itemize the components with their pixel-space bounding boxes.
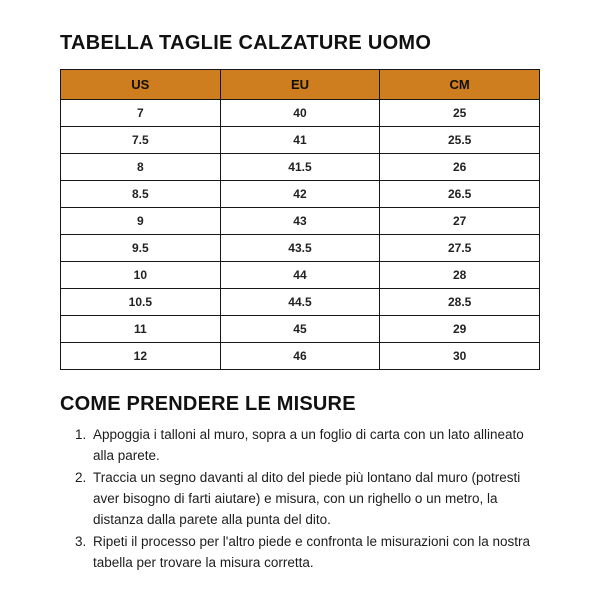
size-cell: 26.5 <box>380 181 540 208</box>
size-cell: 44 <box>220 262 380 289</box>
page-title: TABELLA TAGLIE CALZATURE UOMO <box>60 32 432 54</box>
table-row <box>61 316 540 343</box>
size-table <box>60 69 540 370</box>
size-cell: 29 <box>380 316 540 343</box>
size-cell: 25.5 <box>380 127 540 154</box>
header-row <box>61 70 540 100</box>
size-cell: 10.5 <box>61 289 221 316</box>
column-header: CM <box>380 70 540 100</box>
size-cell: 27 <box>380 208 540 235</box>
table-row <box>61 289 540 316</box>
size-cell: 9 <box>61 208 221 235</box>
table-row <box>61 208 540 235</box>
table-row <box>61 181 540 208</box>
size-cell: 8.5 <box>61 181 221 208</box>
column-header: EU <box>220 70 380 100</box>
table-row <box>61 100 540 127</box>
size-cell: 46 <box>220 343 380 370</box>
size-cell: 30 <box>380 343 540 370</box>
size-table-body <box>61 100 540 370</box>
size-cell: 8 <box>61 154 221 181</box>
size-cell: 28 <box>380 262 540 289</box>
instruction-item: 1. Appoggia i talloni al muro, sopra a un foglio di carta con un lato allineato alla parete. <box>90 425 540 467</box>
size-cell: 25 <box>380 100 540 127</box>
size-cell: 44.5 <box>220 289 380 316</box>
instructions-title: COME PRENDERE LE MISURE <box>60 393 356 415</box>
size-table-header <box>61 70 540 100</box>
size-cell: 27.5 <box>380 235 540 262</box>
table-row <box>61 235 540 262</box>
table-row <box>61 262 540 289</box>
instructions-list <box>60 425 540 573</box>
size-cell: 9.5 <box>61 235 221 262</box>
size-cell: 28.5 <box>380 289 540 316</box>
size-cell: 12 <box>61 343 221 370</box>
size-cell: 40 <box>220 100 380 127</box>
size-cell: 43.5 <box>220 235 380 262</box>
size-cell: 10 <box>61 262 221 289</box>
table-row <box>61 154 540 181</box>
table-row <box>61 127 540 154</box>
column-header: US <box>61 70 221 100</box>
instruction-item: 3. Ripeti il processo per l'altro piede e confronta le misurazioni con la nostra tabella per trovare la misura corretta. <box>90 532 540 574</box>
size-cell: 45 <box>220 316 380 343</box>
table-row <box>61 343 540 370</box>
size-cell: 26 <box>380 154 540 181</box>
size-cell: 11 <box>61 316 221 343</box>
size-cell: 7 <box>61 100 221 127</box>
instruction-item: 2. Traccia un segno davanti al dito del piede più lontano dal muro (potresti aver bisogno di farti aiutare) e misura, con un righello o un metro, la distanza dalla parete alla punta del dito. <box>90 468 540 531</box>
size-cell: 43 <box>220 208 380 235</box>
size-cell: 42 <box>220 181 380 208</box>
size-cell: 41 <box>220 127 380 154</box>
size-cell: 41.5 <box>220 154 380 181</box>
size-cell: 7.5 <box>61 127 221 154</box>
